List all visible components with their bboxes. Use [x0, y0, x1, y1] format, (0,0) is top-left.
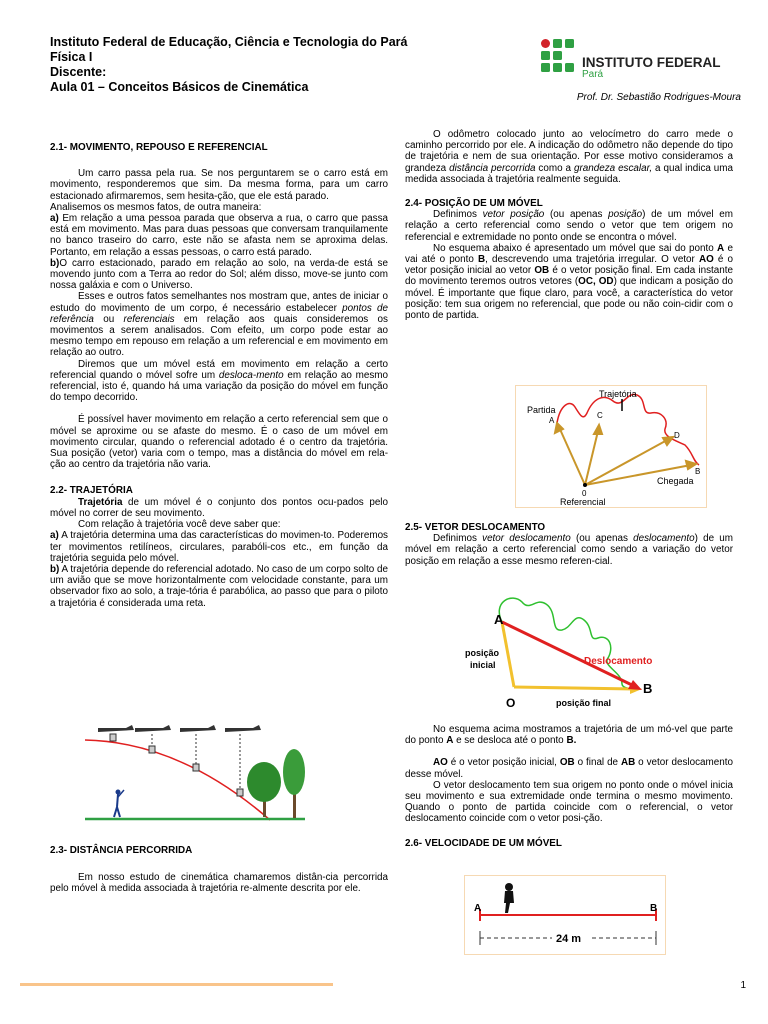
paragraph: Definimos vetor posição (ou apenas posição) de um móvel em relação a certo referencial como sendo o vetor que tem origem no referencial e extremidade no ponto onde se encontra o móvel. — [405, 209, 733, 243]
figure-position-vectors — [515, 385, 707, 508]
section-heading: 2.3- DISTÂNCIA PERCORRIDA — [50, 845, 193, 856]
right-column — [405, 129, 733, 321]
section-heading: 2.4- POSIÇÃO DE UM MÓVEL — [405, 198, 543, 210]
label-b: B — [695, 467, 701, 476]
paragraph: Definimos vetor deslocamento (ou apenas deslocamento) de um móvel em relação a certo referencial como sendo a variação do vetor posição em relação a esse mesmo referen-cial. — [405, 533, 733, 567]
paragraph: Esses e outros fatos semelhantes nos mostram que, antes de iniciar o estudo do movimento de um corpo, é necessário estabelecer pontos de referência ou referenciais em relação aos quais consideremos os movimentos a serem analisados. Com efeito, um corpo pode estar ao mesmo tempo em repouso em relação a um referencial e em movimento em relação ao outro. — [50, 291, 388, 359]
label-referencial: Referencial — [560, 497, 606, 507]
paragraph: É possível haver movimento em relação a certo referencial sem que o móvel se aproxime ou se afaste do mesmo. É o caso de um móvel em movimento circular, quando o referencial adotado é o centro da trajetória. Sua posição (vetor) varia com o tempo, mas a distância do móvel em rela-ção ao centro da trajetória não varia. — [50, 414, 388, 471]
label-distance: 24 m — [556, 933, 582, 945]
professor-name: Prof. Dr. Sebastião Rodrigues-Moura — [576, 92, 741, 103]
label-deslocamento: Deslocamento — [584, 656, 653, 667]
label-o: 0 — [582, 489, 587, 498]
label-posicao: posição — [465, 648, 500, 658]
label-posicao-final: posição final — [556, 698, 612, 708]
logo-subtitle: Pará — [582, 69, 604, 80]
paragraph: b) A trajetória depende do referencial adotado. No caso de um corpo solto de um avião que se move horizontalmente com velocidade constante, para um observador fixo ao solo, a traje-tória é parabólica, ao passo que para o piloto a trajetória é considerada uma reta. — [50, 563, 388, 609]
label-a: A — [494, 612, 504, 627]
section-heading: 2.2- TRAJETÓRIA — [50, 485, 133, 497]
course-name: Física I — [50, 50, 93, 64]
item-label: b) — [50, 257, 60, 269]
page-header — [50, 35, 408, 95]
label-chegada: Chegada — [657, 476, 694, 486]
label-b: B — [650, 903, 658, 914]
label-c: C — [597, 411, 603, 420]
institution-logo — [540, 38, 740, 83]
paragraph: b)O carro estacionado, parado em relação ao solo, na verda-de está se movendo junto com a Terra ao redor do Sol; além disso, move-se junto com nossa galáxia e com o Universo. — [50, 257, 388, 292]
figure-plane-trajectory — [80, 722, 310, 822]
paragraph: Diremos que um móvel está em movimento em relação a certo referencial quando o móvel sofre um desloca-mento em relação ao mesmo referencial, isto é, quando há uma variação da posição do móvel em função do tempo decorrido. — [50, 358, 388, 404]
right-column-s25 — [405, 522, 733, 567]
page-number: 1 — [740, 980, 746, 991]
paragraph: O vetor deslocamento tem sua origem no ponto onde o móvel inicia seu movimento e sua extremidade onde termina o mesmo movimento. Quando o ponto de partida coincide com o referencial, o vetor deslocamento coincide com o vetor posi-ção. — [405, 779, 733, 825]
paragraph: a) Em relação a uma pessoa parada que observa a rua, o carro que passa está em movimento. Mas para duas pessoas que conversam tranquilamente no banco traseiro do carro, este não se afasta nem se aproxima delas. Portanto, em relação a essas pessoas, o carro está parado. — [50, 213, 388, 258]
final-position-vector — [514, 687, 634, 689]
label-partida: Partida — [527, 405, 556, 415]
paragraph: Um carro passa pela rua. Se nos perguntarem se o carro está em movimento, responderemos que sim. Da mesma forma, para um carro estacionado afirmaremos, sem hesita-ção, que ele está parado. — [50, 168, 388, 202]
lesson-title: Aula 01 – Conceitos Básicos de Cinemática — [50, 80, 309, 94]
section-heading: 2.6- VELOCIDADE DE UM MÓVEL — [405, 837, 562, 849]
label-d: D — [674, 431, 680, 440]
label-o: O — [506, 696, 516, 710]
student-label: Discente: — [50, 65, 107, 79]
label-trajetoria: Trajetória — [599, 389, 637, 399]
left-column — [50, 142, 388, 609]
label-b: B — [643, 681, 653, 696]
logo-title: INSTITUTO FEDERAL — [582, 55, 721, 70]
item-label: a) — [50, 213, 59, 225]
paragraph: Trajetória de um móvel é o conjunto dos pontos ocu-pados pelo móvel no correr de seu movimento. — [50, 496, 388, 519]
paragraph: Com relação à trajetória você deve saber que: — [78, 519, 281, 531]
label-a: A — [474, 903, 482, 914]
logo-grid-icon — [540, 38, 580, 78]
paragraph: No esquema acima mostramos a trajetória de um mó-vel que parte do ponto A e se desloca até o ponto B. — [405, 724, 733, 747]
paragraph: No esquema abaixo é apresentado um móvel que sai do ponto A e vai até o ponto B, descrevendo uma trajetória irregular. O vetor AO é o vetor posição inicial ao vetor OB é o vetor posição final. Em cada instante do movimento teremos outros vetores (OC, OD) que indicam a posição do móvel. É importante que fique claro, para você, a característica do vetor posição: tem sua origem no referencial, que pode ou não coin-cidir com o ponto de partida. — [405, 242, 733, 322]
label-a: A — [549, 416, 555, 425]
figure-velocity — [464, 875, 666, 955]
section-heading: 2.1- MOVIMENTO, REPOUSO E REFERENCIAL — [50, 142, 268, 153]
right-column-s25b — [405, 724, 733, 849]
paragraph: O odômetro colocado junto ao velocímetro do carro mede o caminho percorrido por ele. A indicação do odômetro não depende do tipo de trajetória e nem de sua orientação. Por esse motivo consideramos a grandeza distância percorrida como a grandeza escalar, a qual indica uma medida associada à trajetória realmente seguida. — [405, 129, 734, 185]
paragraph: Analisemos os mesmos fatos, de outra maneira: — [50, 201, 262, 213]
left-column-bottom — [50, 845, 388, 895]
label-inicial: inicial — [470, 660, 496, 670]
paragraph: a) A trajetória determina uma das características do movimen-to. Poderemos ter movimentos retilíneos, circulares, parabóli-cos etc., em função da trajetória seguida pelo móvel. — [50, 530, 388, 564]
paragraph: Em nosso estudo de cinemática chamaremos distân-cia percorrida pelo móvel à medida associada à trajetória re-almente descrita por ele. — [50, 872, 388, 895]
paragraph: AO é o vetor posição inicial, OB o final de AB o vetor deslocamento desse móvel. — [405, 757, 733, 780]
section-heading: 2.5- VETOR DESLOCAMENTO — [405, 522, 546, 533]
figure-displacement — [462, 592, 667, 710]
institution-name: Instituto Federal de Educação, Ciência e Tecnologia do Pará — [50, 35, 408, 49]
footer-line — [20, 983, 333, 986]
